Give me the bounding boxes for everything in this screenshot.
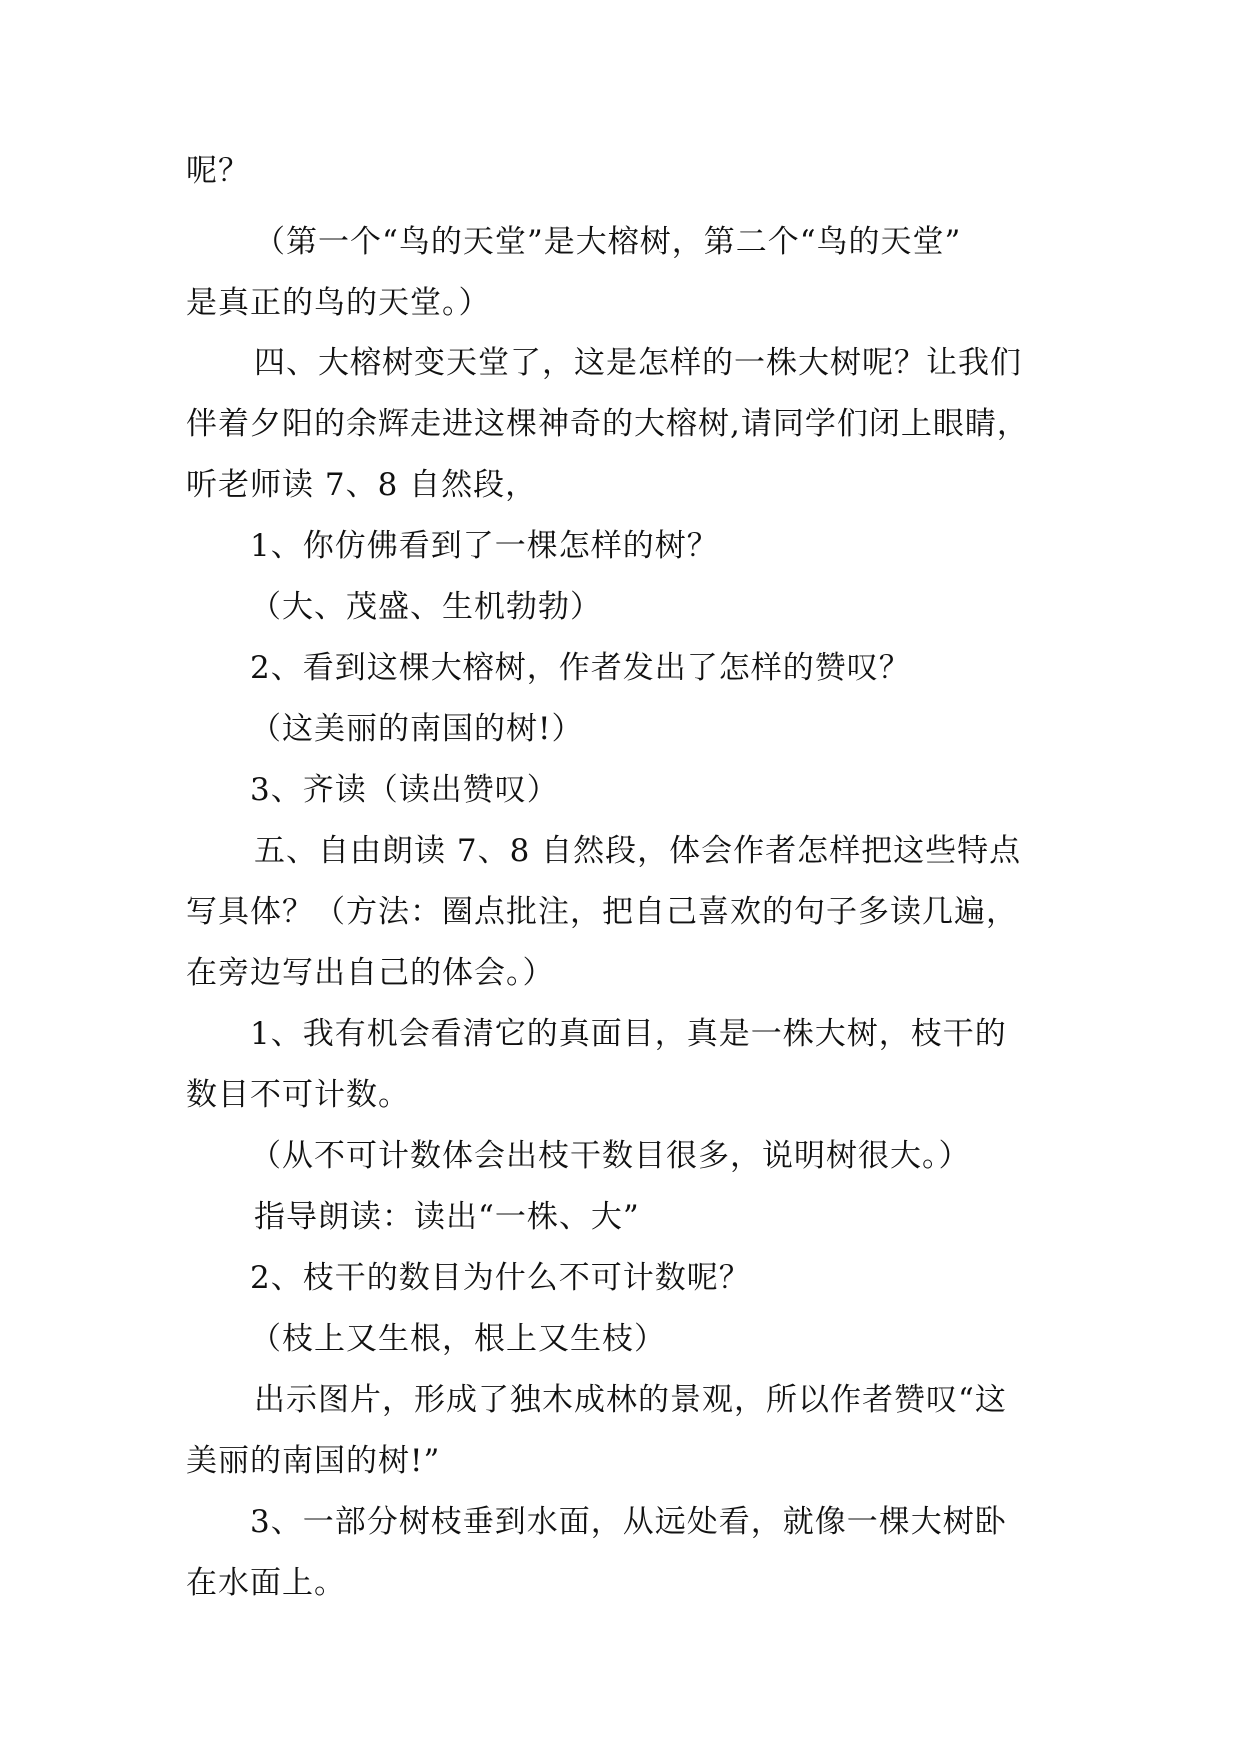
text-line-23: 3、一部分树枝垂到水面，从远处看，就像一棵大树卧: [250, 1504, 1007, 1540]
text-line-5: 伴着夕阳的余辉走进这棵神奇的大榕树,请同学们闭上眼睛，: [186, 406, 1029, 442]
text-line-2: （第一个“鸟的天堂”是大榕树，第二个“鸟的天堂”: [254, 224, 962, 260]
text-line-19: 2、枝干的数目为什么不可计数呢？: [250, 1260, 751, 1296]
text-line-12: 五、自由朗读 7、8 自然段，体会作者怎样把这些特点: [254, 833, 1022, 869]
text-line-18: 指导朗读：读出“一株、大”: [254, 1199, 640, 1235]
text-line-13: 写具体？（方法：圈点批注，把自己喜欢的句子多读几遍，: [186, 894, 1018, 930]
text-line-10: （这美丽的南国的树!）: [250, 711, 584, 747]
text-line-3: 是真正的鸟的天堂。）: [186, 285, 491, 321]
text-line-20: （枝上又生根，根上又生枝）: [250, 1321, 666, 1357]
text-line-21: 出示图片，形成了独木成林的景观，所以作者赞叹“这: [254, 1382, 1007, 1418]
text-line-16: 数目不可计数。: [186, 1077, 410, 1113]
text-line-7: 1、你仿佛看到了一棵怎样的树？: [250, 528, 719, 564]
text-line-8: （大、茂盛、生机勃勃）: [250, 589, 602, 625]
text-line-6: 听老师读 7、8 自然段，: [186, 467, 538, 503]
text-line-1: 呢？: [186, 153, 250, 189]
text-line-4: 四、大榕树变天堂了，这是怎样的一株大树呢？让我们: [254, 345, 1022, 381]
text-line-15: 1、我有机会看清它的真面目，真是一株大树，枝干的: [250, 1016, 1007, 1052]
text-line-17: （从不可计数体会出枝干数目很多，说明树很大。）: [250, 1138, 971, 1174]
text-line-24: 在水面上。: [186, 1565, 346, 1601]
text-line-9: 2、看到这棵大榕树，作者发出了怎样的赞叹？: [250, 650, 911, 686]
text-line-11: 3、齐读（读出赞叹）: [250, 772, 559, 808]
text-line-22: 美丽的南国的树!”: [186, 1443, 441, 1479]
text-line-14: 在旁边写出自己的体会。）: [186, 955, 555, 991]
